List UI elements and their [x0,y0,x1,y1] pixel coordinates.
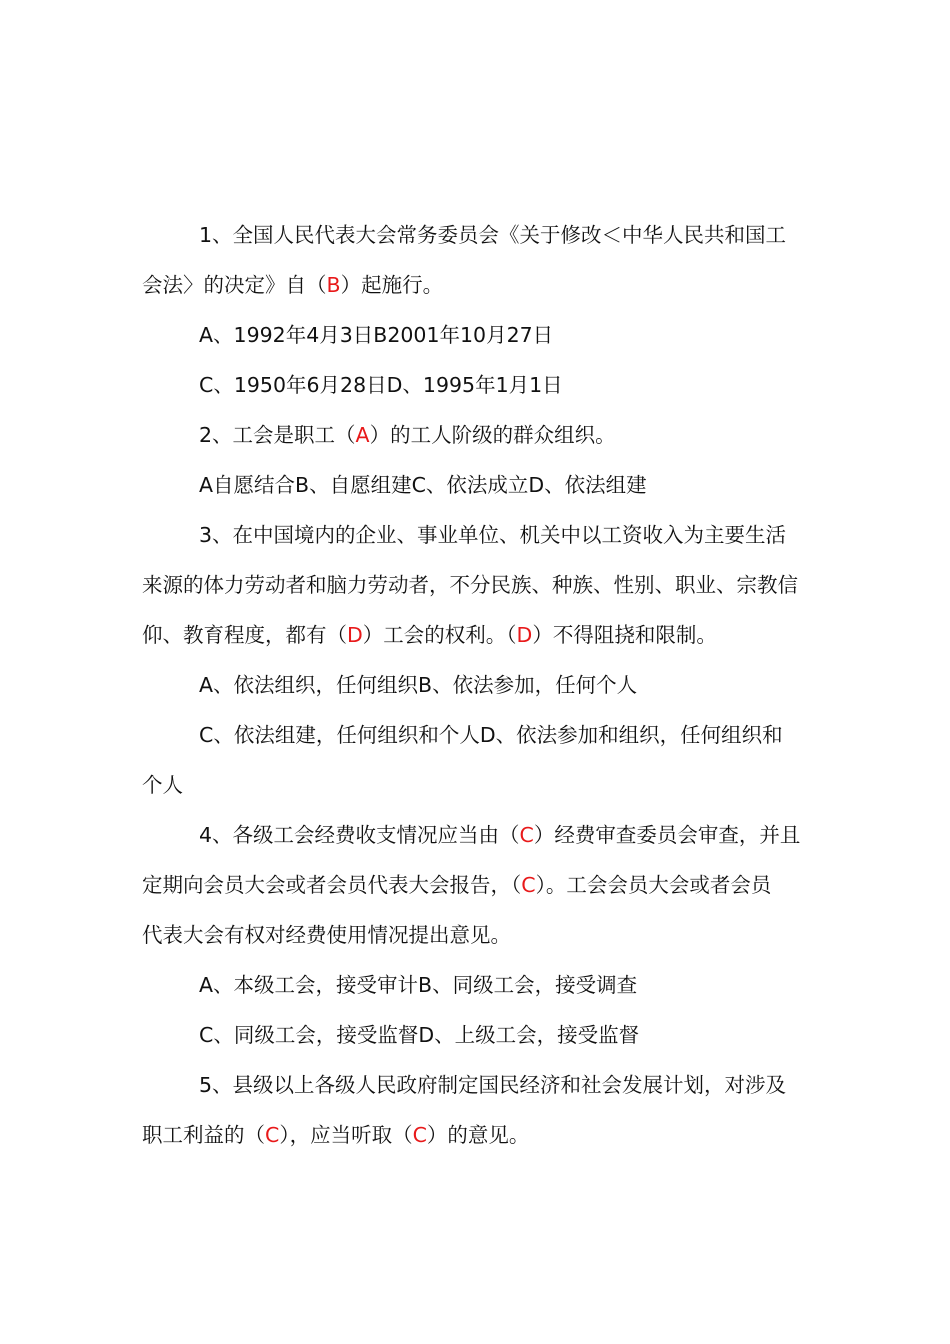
question-5-answer-1: C [265,1123,280,1147]
question-3-answer-2: D [516,623,533,647]
question-1-line-2 [142,260,862,310]
question-1-text: 1、全国人民代表大会常务委员会《关于修改＜中华人民共和国工 [199,223,787,247]
question-3-options-line-3 [142,760,862,810]
question-4-line-3 [142,910,862,960]
question-4-answer-1: C [519,823,534,847]
question-2-options-line-1 [142,460,862,510]
question-5-text-mid: ），应当听取（ [279,1123,413,1147]
question-5-line-2 [142,1110,862,1160]
question-4-options-line-2 [142,1010,862,1060]
question-4-line-2 [142,860,862,910]
question-list [142,210,862,1160]
question-4-text-3: 代表大会有权对经费使用情况提出意见。 [142,923,511,947]
question-3-text-post: ）不得阻挠和限制。 [532,623,717,647]
question-4-options-line-1 [142,960,862,1010]
question-5-line-1 [142,1060,862,1110]
question-3-answer-1: D [347,623,363,647]
question-4-answer-2: C [521,873,536,897]
question-3-text-pre: 仰、教育程度，都有（ [142,623,347,647]
question-1-answer: B [326,273,341,297]
question-1-options-line-2 [142,360,862,410]
question-3-options-cd: C、依法组建，任何组织和个人D、依法参加和组织，任何组织和 [199,723,783,747]
question-4-text-2-post: ）。工会会员大会或者会员 [535,873,772,897]
question-5-text-1: 5、县级以上各级人民政府制定国民经济和社会发展计划，对涉及 [199,1073,787,1097]
question-4-options-ab: A、本级工会，接受审计B、同级工会，接受调查 [199,973,638,997]
question-3-options-line-1 [142,660,862,710]
question-2-answer: A [355,423,370,447]
question-4-text-post: ）经费审查委员会审查，并且 [533,823,801,847]
question-2-text-post: ）的工人阶级的群众组织。 [369,423,616,447]
question-4-line-1 [142,810,862,860]
question-2-options: A自愿结合B、自愿组建C、依法成立D、依法组建 [199,473,647,497]
question-5-answer-2: C [412,1123,427,1147]
question-3-options-ab: A、依法组织，任何组织B、依法参加，任何个人 [199,673,638,697]
question-1-options-line-1 [142,310,862,360]
question-3-options-line-2 [142,710,862,760]
question-1-text-post: ）起施行。 [340,273,444,297]
question-4-text-2-pre: 定期向会员大会或者会员代表大会报告，（ [142,873,522,897]
question-4-text-pre: 4、各级工会经费收支情况应当由（ [199,823,520,847]
question-1-text-pre: 会法〉的决定》自（ [142,273,327,297]
question-1-options-cd: C、1950年6月28日D、1995年1月1日 [199,373,563,397]
question-4-options-cd: C、同级工会，接受监督D、上级工会，接受监督 [199,1023,640,1047]
question-3-line-2 [142,560,862,610]
question-3-text-1: 3、在中国境内的企业、事业单位、机关中以工资收入为主要生活 [199,523,787,547]
question-5-text-post: ）的意见。 [426,1123,530,1147]
question-3-text-2: 来源的体力劳动者和脑力劳动者，不分民族、种族、性别、职业、宗教信 [142,573,798,597]
question-3-line-1 [142,510,862,560]
question-2-line-1 [142,410,862,460]
question-2-text-pre: 2、工会是职工（ [199,423,356,447]
question-1-options-ab: A、1992年4月3日B2001年10月27日 [199,323,554,347]
question-3-options-cd-cont: 个人 [142,773,183,797]
question-3-text-mid: ）工会的权利。（ [362,623,517,647]
question-5-text-pre: 职工利益的（ [142,1123,265,1147]
question-3-line-3 [142,610,862,660]
question-1-line-1 [142,210,862,260]
